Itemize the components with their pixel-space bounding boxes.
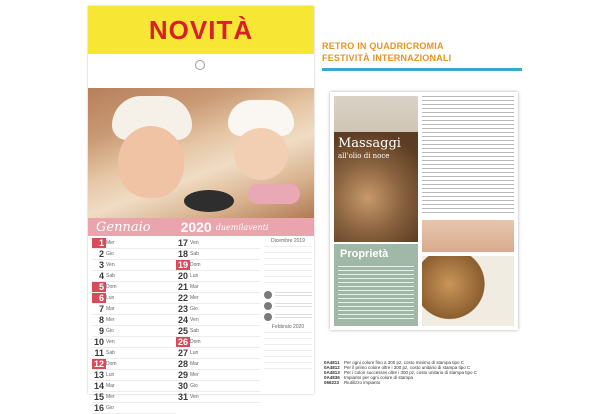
day-row bbox=[92, 359, 176, 370]
day-number: 20 bbox=[177, 271, 188, 281]
retro-divider bbox=[322, 68, 522, 71]
day-number: 17 bbox=[177, 238, 188, 248]
day-number: 18 bbox=[177, 249, 188, 259]
day-name: Gio bbox=[106, 405, 114, 411]
moon-phase-row bbox=[264, 313, 312, 321]
day-row bbox=[176, 249, 260, 260]
day-row bbox=[176, 381, 260, 392]
flowers bbox=[248, 184, 300, 204]
day-name: Lun bbox=[190, 273, 199, 279]
price-description: Riutilizzo impianto bbox=[344, 380, 381, 385]
day-number: 1 bbox=[92, 238, 106, 248]
massage-stones bbox=[184, 190, 234, 212]
day-row bbox=[92, 249, 176, 260]
price-row bbox=[324, 380, 524, 385]
calendar-front bbox=[88, 6, 314, 413]
day-name: Mar bbox=[190, 361, 199, 367]
day-row bbox=[92, 282, 176, 293]
day-number: 29 bbox=[177, 370, 188, 380]
massage-subtitle: all'olio di noce bbox=[338, 152, 390, 160]
day-number: 24 bbox=[177, 315, 188, 325]
day-row bbox=[176, 337, 260, 348]
day-name: Mar bbox=[106, 306, 115, 312]
moon-icon bbox=[264, 291, 272, 299]
day-number: 25 bbox=[177, 326, 188, 336]
spa-photo bbox=[88, 88, 314, 218]
hanging-hole bbox=[195, 60, 205, 70]
novita-banner bbox=[88, 6, 314, 54]
moon-phase-row bbox=[264, 291, 312, 299]
day-row bbox=[176, 315, 260, 326]
moon-icon bbox=[264, 313, 272, 321]
massage-title: Massaggi bbox=[338, 136, 401, 151]
day-number: 31 bbox=[177, 392, 188, 402]
day-row bbox=[92, 271, 176, 282]
woman-face-2 bbox=[234, 128, 288, 180]
mini-calendar-prev-title: Dicembre 2019 bbox=[271, 238, 305, 244]
moon-icon bbox=[264, 302, 272, 310]
day-row bbox=[176, 348, 260, 359]
day-number: 11 bbox=[94, 348, 104, 358]
day-number: 6 bbox=[92, 293, 106, 303]
day-number: 9 bbox=[98, 326, 104, 336]
back-massage-photo bbox=[422, 220, 514, 252]
properties-title: Proprietà bbox=[340, 248, 389, 260]
day-row bbox=[92, 304, 176, 315]
day-number: 22 bbox=[177, 293, 188, 303]
day-name: Sab bbox=[190, 251, 199, 257]
day-row bbox=[176, 304, 260, 315]
day-name: Mar bbox=[106, 383, 115, 389]
day-number: 7 bbox=[98, 304, 104, 314]
price-code: 0A4811 bbox=[324, 360, 340, 365]
days-column-2 bbox=[176, 238, 260, 403]
day-number: 10 bbox=[93, 337, 104, 347]
day-number: 5 bbox=[92, 282, 106, 292]
day-name: Sab bbox=[106, 273, 115, 279]
day-row bbox=[92, 381, 176, 392]
day-number: 26 bbox=[177, 337, 188, 347]
day-row bbox=[92, 326, 176, 337]
day-row bbox=[176, 282, 260, 293]
day-row bbox=[176, 370, 260, 381]
day-name: Mer bbox=[190, 372, 199, 378]
retro-line-2: FESTIVITÀ INTERNAZIONALI bbox=[322, 53, 452, 63]
nuts-photo bbox=[422, 256, 514, 326]
mini-calendar-next-title: Febbraio 2020 bbox=[271, 324, 305, 330]
price-code: 0A4836 bbox=[324, 375, 340, 380]
day-name: Ven bbox=[106, 262, 115, 268]
day-name: Sab bbox=[190, 328, 199, 334]
day-row bbox=[92, 337, 176, 348]
day-row bbox=[92, 392, 176, 403]
day-name: Lun bbox=[106, 295, 115, 301]
day-row bbox=[92, 370, 176, 381]
day-name: Dom bbox=[190, 262, 201, 268]
day-row bbox=[92, 403, 176, 414]
day-row bbox=[176, 260, 260, 271]
day-name: Ven bbox=[190, 394, 199, 400]
price-description: Per ogni colore fino a 300 pz, costo minimo di stampa tipo C bbox=[344, 360, 465, 365]
day-name: Gio bbox=[106, 328, 114, 334]
day-number: 28 bbox=[177, 359, 188, 369]
day-name: Ven bbox=[190, 317, 199, 323]
day-number: 16 bbox=[93, 403, 104, 413]
day-number: 8 bbox=[98, 315, 104, 325]
day-row bbox=[176, 238, 260, 249]
day-name: Dom bbox=[106, 284, 117, 290]
day-row bbox=[176, 293, 260, 304]
mini-calendars bbox=[264, 238, 312, 374]
day-number: 13 bbox=[93, 370, 104, 380]
properties-text bbox=[338, 266, 414, 322]
day-row bbox=[176, 271, 260, 282]
day-name: Sab bbox=[106, 350, 115, 356]
year: 2020 bbox=[180, 219, 212, 235]
day-number: 2 bbox=[98, 249, 104, 259]
day-name: Mer bbox=[106, 240, 115, 246]
retro-info bbox=[322, 40, 532, 64]
month-name: Gennaio bbox=[96, 219, 151, 235]
day-name: Mar bbox=[190, 284, 199, 290]
day-name: Gio bbox=[106, 251, 114, 257]
day-number: 21 bbox=[177, 282, 188, 292]
day-row bbox=[176, 326, 260, 337]
mini-calendar-prev bbox=[264, 246, 312, 288]
day-number: 14 bbox=[93, 381, 104, 391]
price-code: 0A4813 bbox=[324, 370, 340, 375]
day-name: Dom bbox=[106, 361, 117, 367]
novita-label: NOVITÀ bbox=[148, 14, 254, 45]
mini-calendar-next bbox=[264, 332, 312, 374]
day-number: 12 bbox=[93, 359, 104, 369]
month-header bbox=[88, 218, 314, 236]
day-number: 4 bbox=[98, 271, 104, 281]
article-text bbox=[422, 96, 514, 216]
moon-phase-row bbox=[264, 302, 312, 310]
massage-candles-image bbox=[334, 96, 418, 132]
day-number: 3 bbox=[98, 260, 104, 270]
day-row bbox=[176, 392, 260, 403]
day-name: Ven bbox=[190, 240, 199, 246]
woman-face-1 bbox=[118, 126, 184, 198]
day-row bbox=[92, 315, 176, 326]
days-column-1 bbox=[92, 238, 176, 414]
day-row bbox=[92, 348, 176, 359]
day-name: Mer bbox=[106, 394, 115, 400]
day-row bbox=[92, 293, 176, 304]
year-script: duemilaventi bbox=[215, 222, 269, 232]
day-number: 23 bbox=[177, 304, 188, 314]
day-number: 30 bbox=[177, 381, 188, 391]
retro-line-1: RETRO IN QUADRICROMIA bbox=[322, 41, 444, 51]
day-name: Gio bbox=[190, 383, 198, 389]
day-number: 19 bbox=[177, 260, 188, 270]
day-name: Gio bbox=[190, 306, 198, 312]
day-row bbox=[176, 359, 260, 370]
day-name: Lun bbox=[106, 372, 115, 378]
day-name: Dom bbox=[190, 339, 201, 345]
day-name: Mer bbox=[106, 317, 115, 323]
price-description: Per i colori successivi oltre i 300 pz, costo unitario di stampa tipo C bbox=[344, 370, 478, 375]
day-row bbox=[92, 238, 176, 249]
price-description: Per il primo colore oltre i 300 pz, costo unitario di stampa tipo C bbox=[344, 365, 471, 370]
day-number: 27 bbox=[177, 348, 188, 358]
price-code: 066223 bbox=[324, 380, 340, 385]
price-table bbox=[324, 360, 524, 385]
price-code: 0A4812 bbox=[324, 365, 340, 370]
day-number: 15 bbox=[93, 392, 104, 402]
day-name: Lun bbox=[190, 350, 199, 356]
day-row bbox=[92, 260, 176, 271]
day-name: Mer bbox=[190, 295, 199, 301]
day-name: Ven bbox=[106, 339, 115, 345]
price-description: Impianto per ogni colore di stampa bbox=[344, 375, 414, 380]
calendar-back bbox=[330, 92, 518, 330]
